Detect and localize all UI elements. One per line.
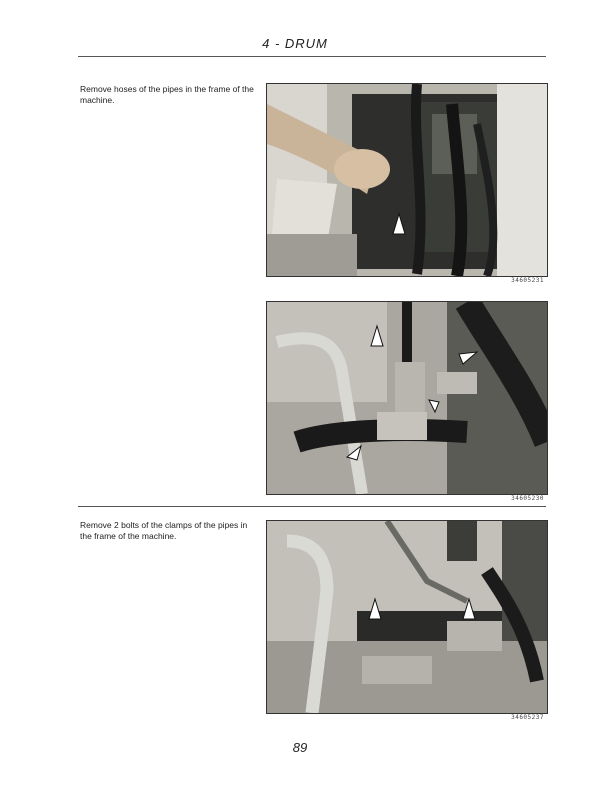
figure-3-caption: 34605237 <box>511 714 544 721</box>
figure-2-caption: 34605230 <box>511 495 544 502</box>
figure-1-photo <box>266 83 548 277</box>
pipe-clamp-bolts-photo <box>267 521 547 713</box>
pipe-fittings-closeup-photo <box>267 302 547 494</box>
figure-1-caption: 34605231 <box>511 277 544 284</box>
hand-removing-hoses-photo <box>267 84 547 276</box>
figure-3-photo <box>266 520 548 714</box>
figure-2-photo <box>266 301 548 495</box>
header-rule <box>78 56 546 57</box>
page-number: 89 <box>292 740 308 755</box>
step-1-instruction: Remove hoses of the pipes in the frame of the machine. <box>80 84 254 105</box>
page-title: 4 - DRUM <box>262 36 328 51</box>
step-3-instruction: Remove 2 bolts of the clamps of the pipes in the frame of the machine. <box>80 520 248 541</box>
section-rule <box>78 506 546 507</box>
